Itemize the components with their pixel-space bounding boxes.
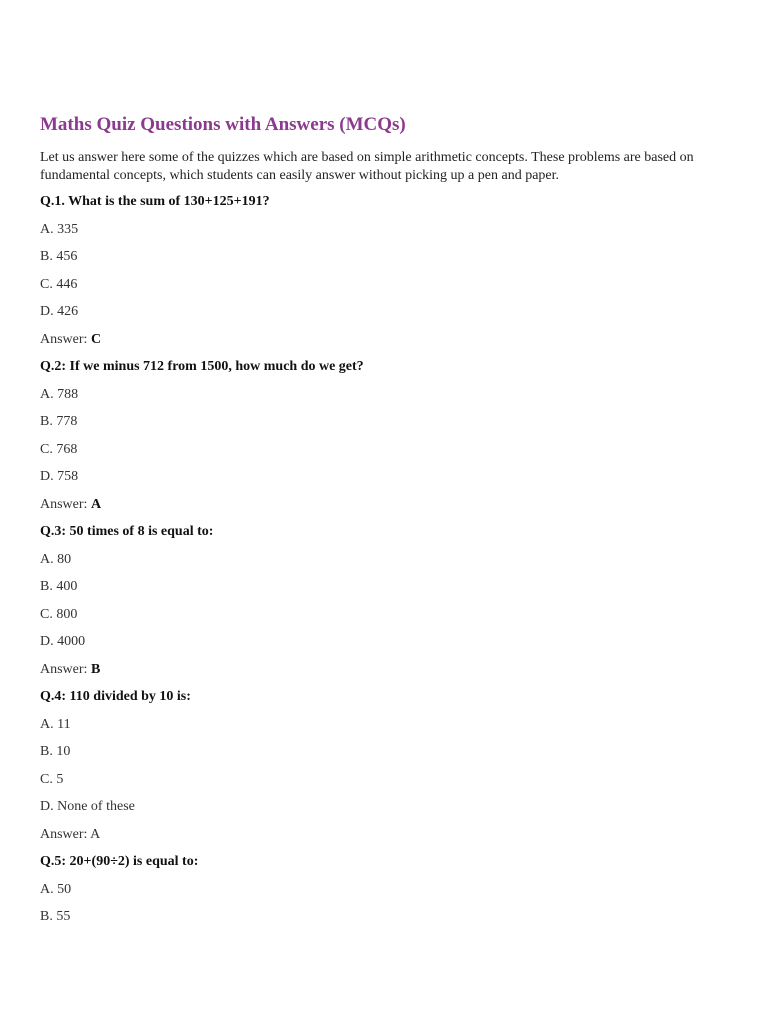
answer-value: C: [90, 331, 102, 347]
option-item: B. 55: [40, 909, 71, 924]
question-1: Q.1. What is the sum of 130+125+191?: [40, 194, 270, 209]
option-item: A. 80: [40, 551, 72, 567]
answer-label: Answer:: [40, 661, 88, 677]
option-item: C. 446: [40, 276, 78, 292]
answer-line: [40, 826, 730, 854]
option-item: C. 800: [40, 606, 78, 622]
option-item: A. 50: [40, 881, 72, 897]
answer-line: [40, 496, 730, 524]
question-2: Q.2: If we minus 712 from 1500, how much do we get?: [40, 359, 364, 374]
question-4: Q.4: 110 divided by 10 is:: [40, 689, 191, 704]
quiz-list: [40, 193, 730, 936]
answer-label: Answer:: [40, 826, 88, 842]
answer-value: A: [90, 826, 101, 842]
answer-value: A: [90, 496, 102, 512]
question-5: Q.5: 20+(90÷2) is equal to:: [40, 854, 199, 869]
answer-line: [40, 661, 730, 689]
option-item: D. 758: [40, 469, 79, 484]
intro-paragraph: Let us answer here some of the quizzes which are based on simple arithmetic concepts. These problems are based on fundamental concepts, which students can easily answer without picking up a pen and paper.: [40, 150, 694, 183]
option-item: B. 456: [40, 249, 78, 264]
option-item: D. 426: [40, 304, 79, 319]
question-3: Q.3: 50 times of 8 is equal to:: [40, 524, 214, 539]
option-item: D. None of these: [40, 799, 135, 814]
option-item: C. 5: [40, 771, 64, 787]
option-item: B. 400: [40, 579, 78, 594]
option-item: B. 10: [40, 744, 71, 759]
option-item: C. 768: [40, 441, 78, 457]
answer-label: Answer:: [40, 331, 88, 347]
page-title: Maths Quiz Questions with Answers (MCQs): [40, 114, 406, 135]
option-item: A. 788: [40, 386, 79, 402]
answer-label: Answer:: [40, 496, 88, 512]
answer-value: B: [90, 661, 101, 677]
option-item: B. 778: [40, 414, 78, 429]
option-item: A. 335: [40, 221, 79, 237]
option-item: D. 4000: [40, 634, 86, 649]
answer-line: [40, 331, 730, 359]
option-item: A. 11: [40, 716, 71, 732]
document-page: [40, 112, 730, 936]
